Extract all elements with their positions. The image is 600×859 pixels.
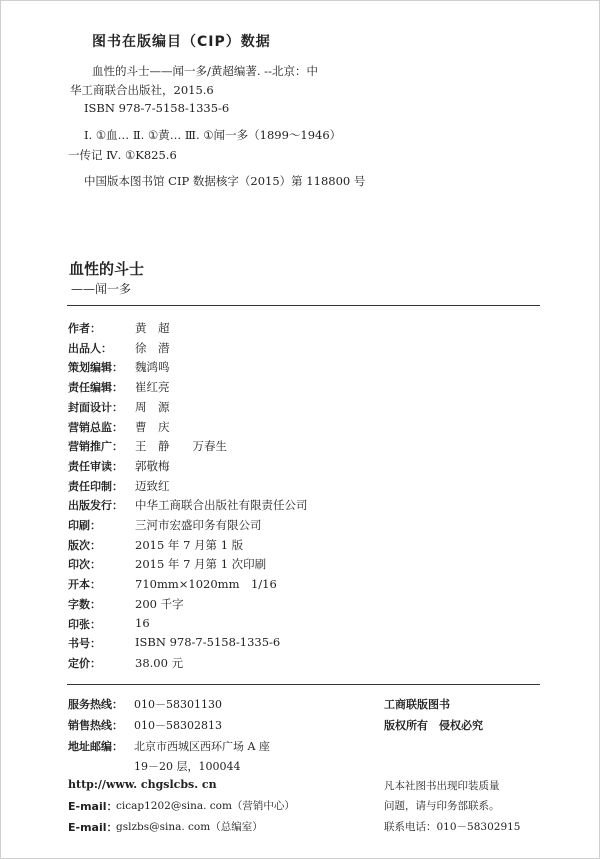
credit-value: 200 千字	[135, 596, 184, 611]
credit-value: ISBN 978-7-5158-1335-6	[135, 635, 281, 650]
credit-label: 营销总监：	[68, 420, 123, 434]
credit-value: 崔红亮	[135, 380, 170, 395]
credit-value: 郭敬梅	[135, 458, 170, 473]
email-editorial[interactable]: gslzbs@sina. com（总编室）	[116, 821, 263, 833]
credit-label: 印张：	[68, 617, 101, 631]
credit-value: 迈致红	[135, 478, 170, 493]
credit-label: 责任审读：	[68, 459, 123, 473]
credit-label: 出版发行：	[68, 499, 123, 513]
credit-label: 责任编辑：	[68, 381, 123, 395]
cip-line-5: 一传记 Ⅳ. ①K825.6	[68, 148, 177, 162]
cip-line-1: 血性的斗士——闻一多/黄超编著. --北京：中	[92, 64, 318, 78]
address-line-2: 19－20 层，100044	[134, 760, 241, 773]
cip-line-2: 华工商联合出版社，2015.6	[70, 83, 214, 97]
book-subtitle: ——闻一多	[71, 282, 132, 296]
address-line-1: 北京市西城区西环广场 A 座	[134, 740, 270, 753]
credit-label: 字数：	[68, 597, 101, 611]
quality-notice-line-2: 问题，请与印务部联系。	[384, 800, 500, 812]
credit-value: 710mm×1020mm 1/16	[135, 577, 277, 592]
credit-label: 印次：	[68, 558, 101, 572]
quality-notice-line-1: 凡本社图书出现印装质量	[384, 780, 500, 792]
credit-value: 黄 超	[135, 321, 170, 335]
credit-label: 责任印制：	[68, 479, 123, 493]
credit-value: 2015 年 7 月第 1 版	[135, 537, 244, 552]
credit-label: 定价：	[68, 656, 101, 670]
credit-label: 印刷：	[68, 519, 101, 532]
credit-value: 曹 庆	[135, 419, 170, 434]
credit-label: 书号：	[68, 637, 101, 651]
credit-label: 封面设计：	[68, 400, 123, 414]
book-title: 血性的斗士	[69, 260, 145, 278]
cip-line-6: 中国版本图书馆 CIP 数据核字（2015）第 118800 号	[84, 174, 366, 188]
credit-value: 周 源	[135, 399, 170, 414]
credit-value: 徐 潜	[135, 340, 170, 355]
credit-label: 策划编辑：	[68, 361, 123, 375]
copyright-notice: 版权所有 侵权必究	[384, 719, 483, 732]
cip-title: 图书在版编目（CIP）数据	[92, 34, 271, 50]
service-hotline-value: 010－58301130	[134, 698, 222, 711]
credit-value: 魏鸿鸣	[135, 360, 170, 375]
website-link[interactable]: http://www. chgslcbs. cn	[68, 778, 217, 791]
email-label-editorial: E-mail：	[68, 821, 118, 834]
credit-label: 版次：	[68, 538, 101, 552]
sales-hotline-value: 010－58302813	[134, 719, 222, 732]
credit-label: 开本：	[68, 578, 101, 592]
credit-value: 16	[135, 615, 150, 630]
credit-value: 三河市宏盛印务有限公司	[135, 518, 262, 532]
credit-label: 营销推广：	[68, 440, 123, 454]
email-marketing[interactable]: cicap1202@sina. com（营销中心）	[116, 800, 295, 812]
credit-value: 2015 年 7 月第 1 次印刷	[135, 557, 267, 572]
credit-value: 中华工商联合出版社有限责任公司	[135, 498, 308, 513]
credit-label: 作者：	[68, 322, 101, 335]
publisher-name: 工商联版图书	[384, 698, 450, 711]
address-label: 地址邮编：	[68, 740, 123, 753]
service-hotline-label: 服务热线：	[68, 698, 123, 711]
credit-value: 王 静 万春生	[135, 439, 227, 454]
divider-bottom	[67, 684, 540, 685]
contact-phone: 联系电话：010－58302915	[384, 821, 521, 833]
credit-value: 38.00 元	[135, 655, 184, 670]
divider-top	[67, 305, 540, 306]
cip-line-3: ISBN 978-7-5158-1335-6	[84, 101, 230, 115]
cip-line-4: Ⅰ. ①血… Ⅱ. ①黄… Ⅲ. ①闻一多（1899～1946）	[84, 128, 342, 142]
credit-label: 出品人：	[68, 341, 112, 355]
email-label-marketing: E-mail：	[68, 800, 118, 813]
sales-hotline-label: 销售热线：	[68, 719, 123, 732]
